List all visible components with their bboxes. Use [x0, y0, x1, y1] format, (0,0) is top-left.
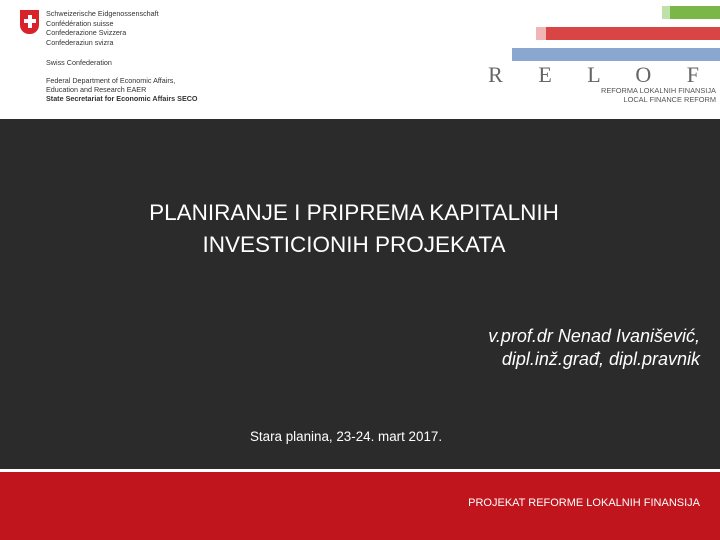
relof-subtitle [601, 86, 716, 105]
department-block [46, 77, 198, 104]
logo-bar-blue [512, 48, 720, 61]
logo-bar-light-red [536, 27, 546, 40]
seco-label: State Secretariat for Economic Affairs SECO [46, 93, 198, 103]
confederation-line: Confédération suisse [46, 18, 114, 28]
header [0, 0, 720, 118]
author-line: v.prof.dr Nenad Ivanišević, [488, 326, 700, 346]
relof-subtitle-line: LOCAL FINANCE REFORM [623, 95, 716, 105]
confederation-line: Confederazione Svizzera [46, 28, 127, 38]
department-line: Federal Department of Economic Affairs, [46, 76, 176, 85]
footer-text: PROJEKAT REFORME LOKALNIH FINANSIJA [468, 497, 700, 509]
title-line: PLANIRANJE I PRIPREMA KAPITALNIH [149, 200, 559, 225]
confederation-line: Confederaziun svizra [46, 37, 114, 47]
logo-bar-green [670, 6, 720, 19]
confederation-names [46, 9, 159, 47]
confederation-line: Schweizerische Eidgenossenschaft [46, 9, 159, 18]
slide-body [0, 119, 720, 469]
title-line: INVESTICIONIH PROJEKATA [202, 232, 506, 257]
slide-title [0, 197, 720, 261]
author [488, 325, 700, 371]
place-date: Stara planina, 23-24. mart 2017. [250, 429, 443, 444]
logo-bar-light-green [662, 6, 670, 19]
swiss-confederation-label: Swiss Confederation [46, 58, 112, 67]
relof-subtitle-line: REFORMA LOKALNIH FINANSIJA [601, 86, 716, 95]
swiss-cross-icon [20, 10, 39, 34]
author-line: dipl.inž.građ, dipl.pravnik [501, 349, 700, 369]
footer [0, 472, 720, 540]
logo-bar-red [546, 27, 720, 40]
department-line: Education and Research EAER [46, 84, 147, 94]
relof-logo: R E L O F [488, 62, 714, 87]
